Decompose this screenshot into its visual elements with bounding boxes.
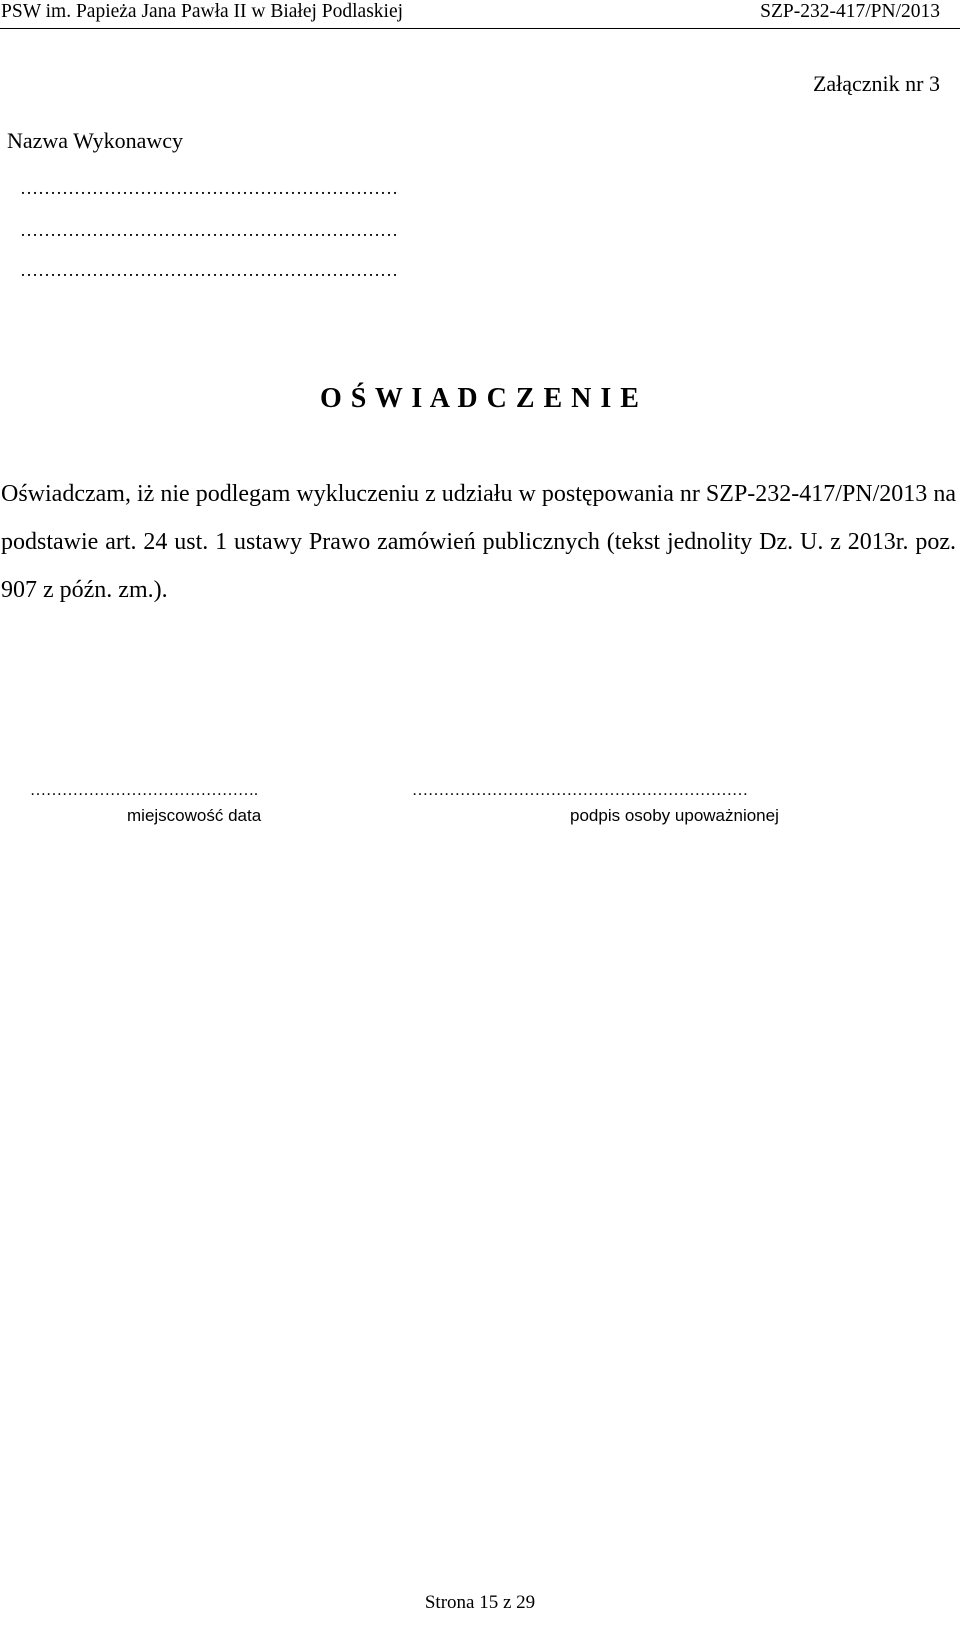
header-reference: SZP-232-417/PN/2013 bbox=[760, 1, 940, 22]
statement-text: Oświadczam, iż nie podlegam wykluczeniu z udziału w postępowania nr SZP-232-417/PN/2013 na podstawie art. 24 ust. 1 ustawy Prawo zamówień publicznych (tekst jednolity Dz. U. z 2013r. poz. 907 z późn. zm.). bbox=[1, 481, 956, 603]
page-header bbox=[0, 0, 960, 29]
signature-line: ……………………………………………………… bbox=[412, 782, 748, 799]
document-title: O Ś W I A D C Z E N I E bbox=[320, 383, 640, 414]
signature-label: podpis osoby upoważnionej bbox=[570, 806, 779, 825]
page-number: Strona 15 z 29 bbox=[424, 1592, 536, 1613]
header-institution: PSW im. Papieża Jana Pawła II w Białej Podlaskiej bbox=[1, 1, 404, 22]
place-date-label: miejscowość data bbox=[127, 806, 262, 825]
contractor-name-line-1: ……………………………………………………… bbox=[20, 178, 398, 198]
annex-label: Załącznik nr 3 bbox=[812, 71, 940, 96]
contractor-name-line-3: ……………………………………………………… bbox=[20, 260, 398, 280]
contractor-name-line-2: ……………………………………………………… bbox=[20, 220, 398, 240]
place-date-line: ……………………………………. bbox=[30, 782, 258, 799]
contractor-name-label: Nazwa Wykonawcy bbox=[7, 128, 184, 153]
